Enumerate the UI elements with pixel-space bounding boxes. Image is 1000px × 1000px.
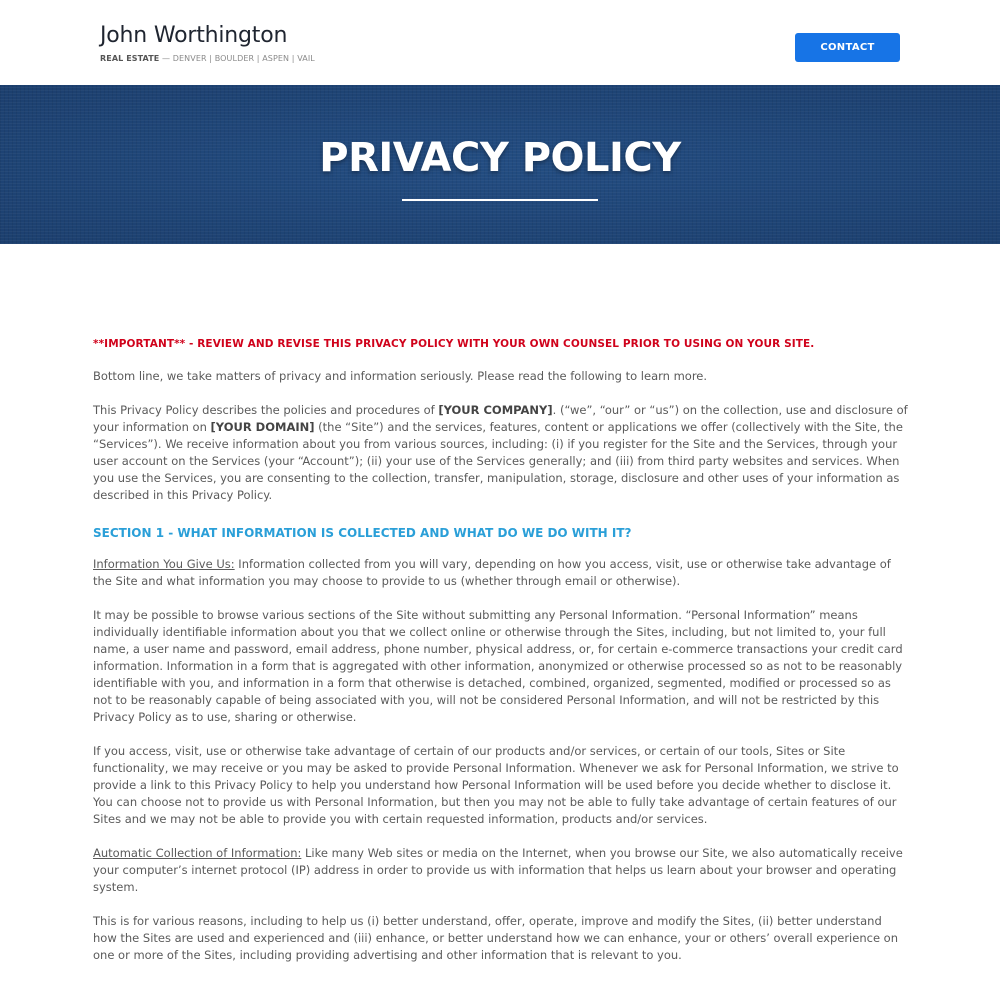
desc-text-b: . (“we”, “our” or “us”) on the collection, use and disclosure of your information on xyxy=(93,403,908,434)
automatic-collection-label: Automatic Collection of Information: xyxy=(93,846,302,860)
access-paragraph: If you access, visit, use or otherwise take advantage of certain of our products and/or services, or certain of our tools, Sites or Site functionality, we may receive or you may be asked to provide Personal Information. Whenever we ask for Personal Information, we strive to provide a link to this Privacy Policy to help you understand how Personal Information will be used before you decide whether to disclose it. You can choose not to provide us with Personal Information, but then you may not be able to fully take advantage of certain features of our Sites and we may not be able to provide you with certain requested information, products and/or services. xyxy=(93,744,899,826)
section-1-heading: SECTION 1 - WHAT INFORMATION IS COLLECTED AND WHAT DO WE DO WITH IT? xyxy=(93,526,632,540)
page-title: PRIVACY POLICY xyxy=(319,135,681,181)
brand-tagline xyxy=(100,54,315,63)
automatic-collection-text: Like many Web sites or media on the Internet, when you browse our Site, we also automatically receive your computer’s internet protocol (IP) address in order to provide us with information that helps us learn about your browser and operating system. xyxy=(93,846,903,894)
info-you-give-label: Information You Give Us: xyxy=(93,557,235,571)
info-you-give-text: Information collected from you will vary, depending on how you access, visit, use or otherwise take advantage of the Site and what information you may choose to provide to us (whether through email or otherwise). xyxy=(93,557,891,588)
browse-paragraph: It may be possible to browse various sections of the Site without submitting any Personal Information. “Personal Information” means individually identifiable information about you that we collect online or otherwise through the Sites, including, but not limited to, your full name, a user name and password, email address, phone number, physical address, or, for certain e-commerce transactions your credit card information. Information in a form that is aggregated with other information, anonymized or otherwise processed so as not to be reasonably identifiable with you, and information in a form that otherwise is detached, combined, organized, segmented, modified or processed so as not to be reasonably capable of being associated with you, will not be considered Personal Information, and will not be restricted by this Privacy Policy as to use, sharing or otherwise. xyxy=(93,608,903,724)
company-placeholder: [YOUR COMPANY] xyxy=(438,403,553,417)
info-you-give-paragraph xyxy=(93,556,909,590)
reasons-paragraph: This is for various reasons, including to help us (i) better understand, offer, operate, improve and modify the Sites, (ii) better understand how the Sites are used and experienced and (iii) enhance, or better understand how we can enhance, your or others’ overall experience on one or more of the Sites, including providing advertising and other information that is relevant to you. xyxy=(93,914,898,962)
brand-tag-rest: — DENVER | BOULDER | ASPEN | VAIL xyxy=(159,54,315,63)
contact-button[interactable]: CONTACT xyxy=(795,33,900,62)
site-header xyxy=(0,0,1000,85)
important-notice: **IMPORTANT** - REVIEW AND REVISE THIS PRIVACY POLICY WITH YOUR OWN COUNSEL PRIOR TO USING ON YOUR SITE. xyxy=(93,338,815,350)
brand-logo[interactable] xyxy=(100,22,315,63)
automatic-collection-paragraph xyxy=(93,845,909,896)
title-underline-divider xyxy=(402,199,598,201)
domain-placeholder: [YOUR DOMAIN] xyxy=(210,420,315,434)
desc-text-a: This Privacy Policy describes the policies and procedures of xyxy=(93,403,439,417)
policy-content xyxy=(93,336,909,981)
brand-tag-strong: REAL ESTATE xyxy=(100,54,160,63)
description-paragraph xyxy=(93,402,909,504)
desc-text-c: (the “Site”) and the services, features, content or applications we offer (collectively with the Site, the “Services”). We receive information about you from various sources, including: (i) if you register for the Site and the Services, through your user account on the Services (your “Account”); (ii) your use of the Services generally; and (iii) from third party websites and services. When you use the Services, you are consenting to the collection, transfer, manipulation, storage, disclosure and other uses of your information as described in this Privacy Policy. xyxy=(93,420,903,502)
brand-name: John Worthington xyxy=(100,23,288,48)
hero-banner xyxy=(0,85,1000,244)
intro-paragraph: Bottom line, we take matters of privacy and information seriously. Please read the following to learn more. xyxy=(93,369,708,383)
